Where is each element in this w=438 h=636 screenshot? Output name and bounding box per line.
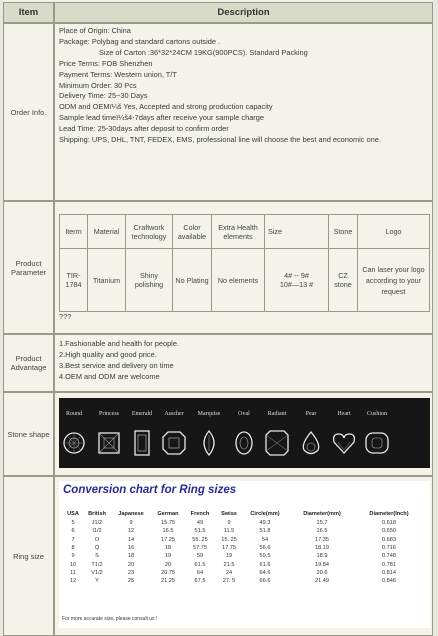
ring-size-cell-value: 6 xyxy=(71,528,75,535)
param-value: TIR-1784 xyxy=(60,249,88,312)
ring-size-cell-value: I1/2 xyxy=(92,528,102,535)
header-item: Item xyxy=(3,2,54,23)
order-info-cell xyxy=(54,23,433,201)
table-row xyxy=(63,519,421,527)
stone-asscher-label: Asscher xyxy=(164,411,184,417)
product-advantage-row xyxy=(3,334,433,392)
ring-size-cell-value: 55. 25 xyxy=(192,536,208,543)
odm-oem-line: ODM and OEMï¼š Yes, Accepted and strong production capacity xyxy=(59,102,273,112)
ring-size-column-header: French xyxy=(190,510,210,517)
ring-size-cell xyxy=(54,476,433,636)
ring-size-column-header: British xyxy=(88,510,106,517)
stone-round-icon xyxy=(61,430,87,456)
stone-radiant-label: Radiant xyxy=(267,411,287,417)
stone-shape-row xyxy=(3,392,433,476)
lead-time-line: Lead Time: 25-30days after deposit to confirm order xyxy=(59,124,229,134)
ring-size-cell-value: 49 xyxy=(196,520,204,527)
table-header-row xyxy=(3,2,433,23)
ring-size-cell-value: 59 xyxy=(196,553,204,560)
table-row xyxy=(63,569,421,577)
price-terms-line: Price Terms: FOB Shenzhen xyxy=(59,58,153,68)
carton-line: Size of Carton :36*32*24CM 19KG(900PCS). Standard Packing xyxy=(99,47,308,57)
ring-size-cell-value: 0.716 xyxy=(382,545,396,552)
product-parameter-cell xyxy=(54,201,433,334)
ring-size-cell-value: 14 xyxy=(127,536,135,543)
ring-size-note: For more accurate size, please consult us ! xyxy=(62,616,158,622)
table-row xyxy=(63,560,421,568)
stone-heart-icon xyxy=(331,430,357,456)
order-info-row xyxy=(3,23,433,201)
stone-oval-label: Oval xyxy=(238,411,250,417)
ring-size-cell-value: O xyxy=(94,536,100,543)
shipping-line: Shipping: UPS, DHL, TNT, FEDEX, EMS, professional line will choose the best and economic one. xyxy=(59,135,381,145)
ring-size-cell-value: 9 xyxy=(71,553,75,560)
ring-size-cell-value: 8 xyxy=(71,545,75,552)
product-parameter-row xyxy=(3,201,433,334)
ring-size-cell-value: Y xyxy=(95,578,99,585)
ring-size-cell-value: 64.6 xyxy=(259,569,271,576)
stone-cushion-label: Cushion xyxy=(366,411,387,417)
ring-size-cell-value: 51.5 xyxy=(194,528,206,535)
ring-size-cell-value: 19.84 xyxy=(315,561,329,568)
stone-emerald-icon xyxy=(129,430,155,456)
stone-emerald-label: Emerald xyxy=(131,411,153,417)
ring-size-cell-value: 0.618 xyxy=(382,520,396,527)
table-row xyxy=(63,577,421,585)
header-description: Description xyxy=(54,2,433,23)
ring-size-cell-value: 16.5 xyxy=(162,528,174,535)
ring-size-cell-value: 59.5 xyxy=(259,553,271,560)
ring-size-cell-value: 20 xyxy=(127,561,135,568)
product-advantage-cell xyxy=(54,334,433,392)
param-value: No elements xyxy=(212,249,265,312)
ring-size-cell-value: 16.5 xyxy=(316,528,328,535)
stone-round-label: Round xyxy=(65,411,82,417)
param-value: No Plating xyxy=(173,249,212,312)
stone-shape-label: Stone shape xyxy=(3,392,54,476)
ring-size-cell-value: 21.5 xyxy=(223,561,235,568)
ring-size-cell-value: 23 xyxy=(127,569,135,576)
minimum-order-line: Minimum Order: 30 Pcs xyxy=(59,80,137,90)
ring-size-cell-value: 64 xyxy=(196,569,204,576)
param-header: Material xyxy=(88,215,126,249)
ring-size-column-header: Circle(mm) xyxy=(250,510,280,517)
ring-size-cell-value: 18 xyxy=(164,545,172,552)
param-value: Shiny polishing xyxy=(126,249,173,312)
ring-size-cell-value: 66.6 xyxy=(259,578,271,585)
ring-size-cell-value: 49.3 xyxy=(259,520,271,527)
ring-size-cell-value: 17.25 xyxy=(161,536,175,543)
ring-size-chart-title: Conversion chart for Ring sizes xyxy=(63,484,237,496)
ring-size-cell-value: 51.8 xyxy=(259,528,271,535)
ring-size-row xyxy=(3,476,433,636)
stone-marquise-icon xyxy=(196,430,222,456)
ring-size-label: Ring size xyxy=(3,476,54,636)
ring-size-column-header: Diameter(Inch) xyxy=(369,510,409,517)
ring-size-cell-value: 16 xyxy=(127,545,135,552)
param-header: Stone xyxy=(329,215,358,249)
description-table xyxy=(3,2,433,636)
ring-size-cell-value: 17.35 xyxy=(315,536,329,543)
param-header: Size xyxy=(265,215,329,249)
payment-terms-line: Payment Terms: Western union, T/T xyxy=(59,69,177,79)
stone-pear-label: Pear xyxy=(305,411,317,417)
ring-size-column-header: German xyxy=(157,510,179,517)
delivery-time-line: Delivery Time: 25~30 Days xyxy=(59,91,148,101)
stone-oval-icon xyxy=(231,430,257,456)
ring-size-column-header: USA xyxy=(67,510,79,517)
ring-size-column-header: Japanese xyxy=(118,510,144,517)
package-line: Package: Polybag and standard cartons outside . xyxy=(59,36,221,46)
ring-size-cell-value: 18 xyxy=(127,553,135,560)
ring-size-cell-value: 0.814 xyxy=(382,569,396,576)
stone-asscher-icon xyxy=(161,430,187,456)
ring-size-table xyxy=(63,508,421,585)
ring-size-cell-value: 27. 5 xyxy=(222,578,236,585)
table-row xyxy=(63,527,421,535)
stone-princess-label: Princess xyxy=(99,411,119,417)
stone-radiant-icon xyxy=(264,430,290,456)
ring-size-cell-value: 12 xyxy=(69,578,77,585)
parameter-header-row xyxy=(60,215,430,249)
stone-marquise-label: Marquise xyxy=(197,411,221,417)
ring-size-cell-value: 0.846 xyxy=(382,578,396,585)
ring-size-cell-value: 17.75 xyxy=(222,545,236,552)
ring-size-cell-value: 18.9 xyxy=(316,553,328,560)
ring-size-cell-value: Q xyxy=(94,545,100,552)
table-row xyxy=(63,552,421,560)
param-value: CZ stone xyxy=(329,249,358,312)
ring-size-cell-value: 20 xyxy=(164,561,172,568)
param-value: Can laser your logo according to your request xyxy=(358,249,430,312)
ring-size-cell-value: 21.49 xyxy=(315,578,329,585)
ring-size-cell-value: 20.6 xyxy=(316,569,328,576)
param-value: 4# -- 9# 10#—13 # xyxy=(265,249,329,312)
ring-size-cell-value: 54 xyxy=(261,536,269,543)
ring-size-cell-value: J1/2 xyxy=(91,520,103,527)
ring-size-cell-value: 12 xyxy=(127,528,135,535)
product-advantage-label: Product Advantage xyxy=(3,334,54,392)
ring-size-cell-value: 5 xyxy=(71,520,75,527)
ring-size-cell-value: 15.75 xyxy=(161,520,175,527)
ring-size-cell-value: 0.683 xyxy=(382,536,396,543)
ring-size-cell-value: T1/2 xyxy=(91,561,103,568)
table-row xyxy=(63,536,421,544)
order-info-label: Order Info. xyxy=(3,23,54,201)
sample-lead-line: Sample lead timeï¼š4-7days after receive your sample charge xyxy=(59,113,264,123)
ring-size-cell-value: 11 xyxy=(70,569,76,576)
ring-size-cell-value: 9 xyxy=(129,520,133,527)
ring-size-cell-value: 20.75 xyxy=(161,569,175,576)
ring-size-cell-value: 9 xyxy=(227,520,231,527)
parameter-value-row xyxy=(60,249,430,312)
parameter-table xyxy=(59,214,430,312)
advantage-line: 2.High quality and good price. xyxy=(59,349,157,359)
ring-size-cell-value: 61.6 xyxy=(259,561,271,568)
ring-size-cell-value: 24 xyxy=(225,569,233,576)
parameter-footer: ??? xyxy=(59,312,72,321)
param-header: Iterm xyxy=(60,215,88,249)
table-row xyxy=(63,544,421,552)
param-header: Extra Health elements xyxy=(212,215,265,249)
param-header: Craftwork technology xyxy=(126,215,173,249)
product-description-page xyxy=(3,0,433,622)
ring-size-chart xyxy=(59,481,430,628)
advantage-line: 3.Best service and delivery on time xyxy=(59,360,174,370)
stone-cushion-icon xyxy=(364,430,390,456)
ring-size-cell-value: 61.5 xyxy=(194,561,206,568)
ring-size-cell-value: 10 xyxy=(69,561,77,568)
ring-size-cell-value: 25 xyxy=(127,578,135,585)
param-header: Color available xyxy=(173,215,212,249)
ring-size-cell-value: 15. 25 xyxy=(221,536,237,543)
param-value: Titanium xyxy=(88,249,126,312)
stone-princess-icon xyxy=(96,430,122,456)
ring-size-cell-value: 11.5 xyxy=(223,528,235,535)
param-header: Logo xyxy=(358,215,430,249)
product-parameter-label: Product Parameter xyxy=(3,201,54,334)
ring-size-cell-value: 15.7 xyxy=(316,520,328,527)
ring-size-cell-value: 67.5 xyxy=(194,578,206,585)
advantage-line: 1.Fashionable and health for people. xyxy=(59,339,179,348)
ring-size-cell-value: 56.6 xyxy=(259,545,271,552)
advantage-line: 4.OEM and ODM are welcome xyxy=(59,371,160,381)
advantage-lines xyxy=(56,336,431,383)
stone-pear-icon xyxy=(298,430,324,456)
ring-size-column-header: Diameter(mm) xyxy=(303,510,341,517)
ring-size-cell-value: 57.75 xyxy=(193,545,207,552)
ring-size-cell-value: 0.650 xyxy=(382,528,396,535)
ring-size-cell-value: 21.25 xyxy=(161,578,175,585)
stone-shapes-image xyxy=(59,398,430,468)
ring-size-cell-value: S xyxy=(95,553,99,560)
ring-size-cell-value: V1/2 xyxy=(91,569,103,576)
ring-size-cell-value: 0.748 xyxy=(382,553,396,560)
ring-size-cell-value: 7 xyxy=(71,536,75,543)
ring-size-cell-value: 18.19 xyxy=(315,545,329,552)
ring-size-column-header: Swiss xyxy=(221,510,237,517)
origin-line: Place of Origin: China xyxy=(59,26,131,35)
order-info-lines xyxy=(56,25,431,146)
ring-size-header-row xyxy=(63,508,421,519)
ring-size-cell-value: 0.781 xyxy=(382,561,396,568)
ring-size-cell-value: 19 xyxy=(164,553,172,560)
ring-size-cell-value: 19 xyxy=(225,553,233,560)
stone-shape-cell xyxy=(54,392,433,476)
stone-heart-label: Heart xyxy=(337,411,351,417)
